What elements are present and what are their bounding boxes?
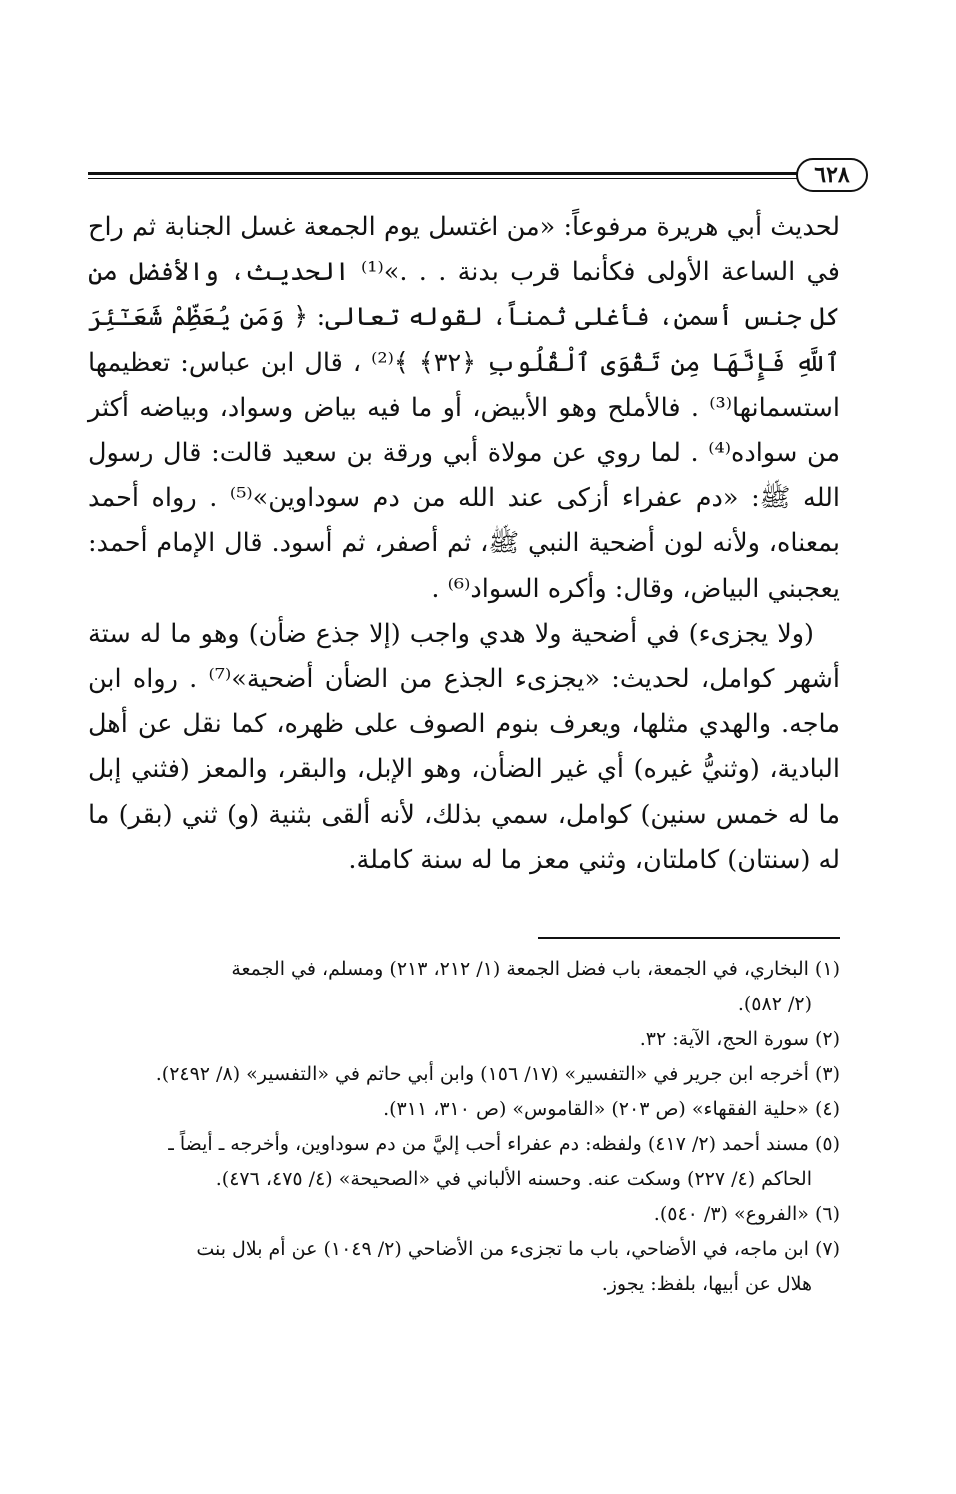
- paragraph-2: [88, 612, 840, 883]
- footnote-5: [88, 1127, 840, 1197]
- text-line: الله من دم سوداوين»⁽⁵⁾ . رواه أحمد بمعناه، ولأنه لون أضحية النبي ﷺ،: [88, 483, 841, 559]
- footnote-4: [88, 1092, 840, 1127]
- text-line: الأبيض، أو ما فيه بياض وسواد، وبياضه أكثر من سواده⁽⁴⁾ . لما روي عن: [88, 392, 841, 469]
- text-line: ثم أصفر، ثم أسود. قال الإمام أحمد: يعجبني البياض، وقال: وأكره: [88, 528, 840, 604]
- footnote-7: [88, 1232, 840, 1302]
- text-line: ما له (سنتان) كاملتان، وثني معز ما له سنة كاملة.: [88, 799, 840, 875]
- footnote-text: (٣) أخرجه ابن جرير في «التفسير» (١٧/ ١٥٦) وابن أبي حاتم في «التفسير» (٨/ ٢٤٩٢).: [155, 1063, 840, 1085]
- text-line: أسمن، فأغلى ثمناً، لقوله تعالى: ﴿ وَمَن يُعَظِّمْ شَعَـٰٓئِرَ ٱللَّهِ فَإِنَّهَا مِن تَقْوَى: [88, 302, 841, 378]
- text-line: الساعة الأولى فكأنما قرب بدنة . . .»⁽¹⁾ الحديث، والأفضل من كل جنس: [88, 257, 840, 333]
- footnote-3: [88, 1057, 840, 1092]
- footnote-2: [88, 1022, 840, 1057]
- footnote-continuation: (٢/ ٥٨٢).: [737, 993, 812, 1015]
- text-line: لحديث أبي هريرة مرفوعاً: «من اغتسل يوم الجمعة غسل الجنابة ثم راح في: [88, 212, 840, 288]
- footnotes: [88, 952, 840, 1302]
- text-line: (ولا يجزىء) في أضحية ولا هدي واجب (إلا جذع ضأن) وهو ما له: [139, 618, 814, 649]
- page-header: [88, 158, 868, 194]
- footnote-separator: [538, 937, 840, 939]
- header-rule-thick: [88, 172, 798, 175]
- footnote-text: (٦) «الفروع» (٣/ ٥٤٠).: [653, 1203, 840, 1225]
- footnote-continuation: الحاكم (٤/ ٢٢٧) وسكت عنه. وحسنه الألباني في «الصحيحة» (٤/ ٤٧٥، ٤٧٦).: [215, 1168, 812, 1190]
- footnote-continuation: هلال عن أبيها، بلفظ: يجوز.: [601, 1273, 812, 1295]
- text-line: مولاة أبي ورقة بن سعيد قالت: قال رسول الله ﷺ: «دم عفراء أزكى عند: [88, 438, 841, 514]
- footnote-text: (٧) ابن ماجه، في الأضاحي، باب ما تجزىء من الأضاحي (٢/ ١٠٤٩) عن أم بلال بنت: [196, 1238, 840, 1260]
- header-rule-thin: [88, 178, 798, 179]
- footnote-text: (١) البخاري، في الجمعة، باب فضل الجمعة (١/ ٢١٢، ٢١٣) ومسلم، في الجمعة: [231, 958, 840, 980]
- text-line: ٱلْقُلُوبِ ﴿٣٢﴾ ﴾⁽²⁾ ، قال ابن عباس: تعظيمها استسمانها⁽³⁾ . فالأملح وهو: [88, 347, 840, 423]
- footnote-6: [88, 1197, 840, 1232]
- text-line: السواد⁽⁶⁾ .: [431, 573, 540, 604]
- text-line: ابن ماجه. والهدي مثلها، ويعرف بنوم الصوف على ظهره، كما نقل عن: [88, 664, 840, 740]
- text-line: إبل ما له خمس سنين) كوامل، سمي بذلك، لأنه ألقى بثنية (و) ثني (بقر): [88, 754, 840, 830]
- main-text: [88, 205, 840, 883]
- footnote-text: (٢) سورة الحج، الآية: ٣٢.: [639, 1028, 840, 1050]
- text-line: ستة أشهر كوامل، لحديث: «يجزىء الجذع من الضأن أضحية»⁽⁷⁾ . رواه: [88, 618, 841, 695]
- paragraph-1: [88, 205, 840, 612]
- footnote-1: [88, 952, 840, 1022]
- footnote-text: (٤) «حلية الفقهاء» (ص ٢٠٣) «القاموس» (ص ٣١٠، ٣١١).: [383, 1098, 840, 1120]
- footnote-text: (٥) مسند أحمد (٢/ ٤١٧) ولفظه: دم عفراء أحب إليَّ من دم سوداوين، وأخرجه ـ أيضاً ـ: [168, 1133, 840, 1155]
- text-line: أهل البادية، (وثنيُّ غيره) أي غير الضأن، وهو الإبل، والبقر، والمعز (فثني: [88, 709, 840, 785]
- page-number: ٦٢٨: [796, 158, 868, 192]
